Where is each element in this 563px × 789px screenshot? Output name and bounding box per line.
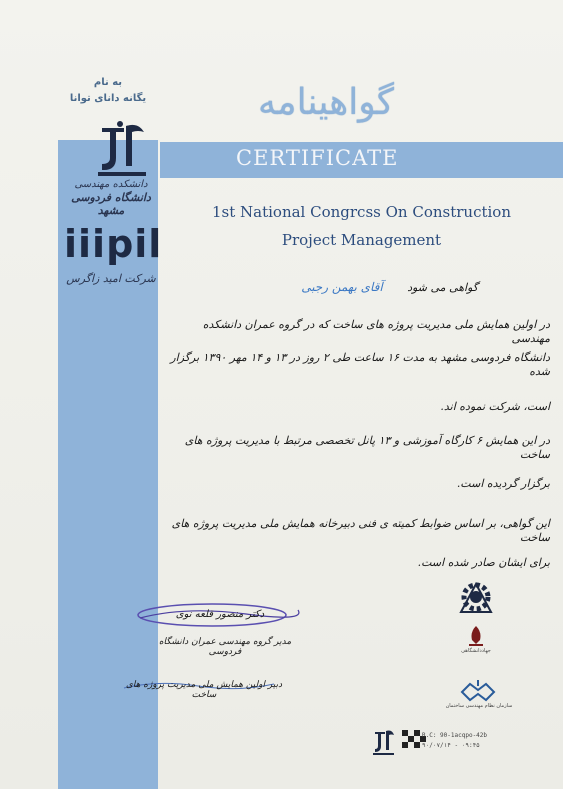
secretary-title: دبیر اولین همایش ملی مدیریت پروژه های ساخت: [125, 680, 283, 700]
signer-name: دکتر منصور قلعه نوی: [175, 609, 265, 620]
invocation-line1: به نام: [93, 77, 123, 88]
para3-line2: برای ایشان صادر شده است.: [417, 556, 550, 569]
invocation-line2: یگانه دانای توانا: [69, 93, 147, 104]
attest-line: [168, 280, 478, 295]
registration-code: [422, 731, 487, 751]
footer-university-logo-icon: [370, 728, 396, 762]
iran-emblem-icon: [466, 624, 486, 650]
para1-line3: است، شرکت نموده اند.: [440, 400, 550, 413]
para2-line1: در این همایش ۶ کارگاه آموزشی و ۱۳ پانل تخصصی مرتبط با مدیریت پروژه های ساخت: [184, 434, 550, 461]
para3-line1: این گواهی، بر اساس ضوابط کمیته ی فنی دبیرخانه همایش ملی مدیریت پروژه های ساخت: [171, 517, 550, 544]
company-name: شرکت امید زاگرس: [66, 272, 156, 285]
signer-title: مدیر گروه مهندسی عمران دانشگاه فردوسی: [158, 637, 292, 657]
congress-title-line1: 1st National Congrcss On Construction: [211, 203, 511, 221]
jahad-label: جهاددانشگاهی: [461, 648, 491, 654]
university-name: [66, 178, 156, 217]
certificate-title: CERTIFICATE: [236, 146, 399, 170]
engineering-org-label: سازمان نظام مهندسی ساختمان: [445, 703, 513, 709]
registration-code-line2: ۹۰/۰۷/۱۴ - ۰۹:۴۵: [422, 742, 480, 749]
iiipil-logo: iiipil: [64, 222, 163, 266]
recipient-name: آقای بهمن رجبی: [301, 280, 383, 294]
persian-title: گواهینامه: [258, 82, 395, 123]
congress-title-line2: Project Management: [281, 231, 442, 249]
registration-code-line1: R.C: 90-1acqpo-42b: [422, 732, 488, 739]
invocation: [66, 75, 150, 107]
gear-emblem-icon: [455, 576, 497, 618]
para1-line2: دانشگاه فردوسی مشهد به مدت ۱۶ ساعت طی ۲ روز در ۱۳ و ۱۴ مهر ۱۳۹۰ برگزار شده: [170, 351, 550, 378]
university-logo-icon: [90, 118, 152, 184]
attest-text: گواهی می شود: [407, 281, 478, 294]
university-label: دانشگاه فردوسی مشهد: [71, 191, 151, 217]
para2-line2: برگزار گردیده است.: [456, 477, 550, 490]
para1-line1: در اولین همایش ملی مدیریت پروژه های ساخت که در گروه عمران دانشکده مهندسی: [202, 318, 550, 345]
faculty-label: دانشکده مهندسی: [74, 179, 148, 190]
